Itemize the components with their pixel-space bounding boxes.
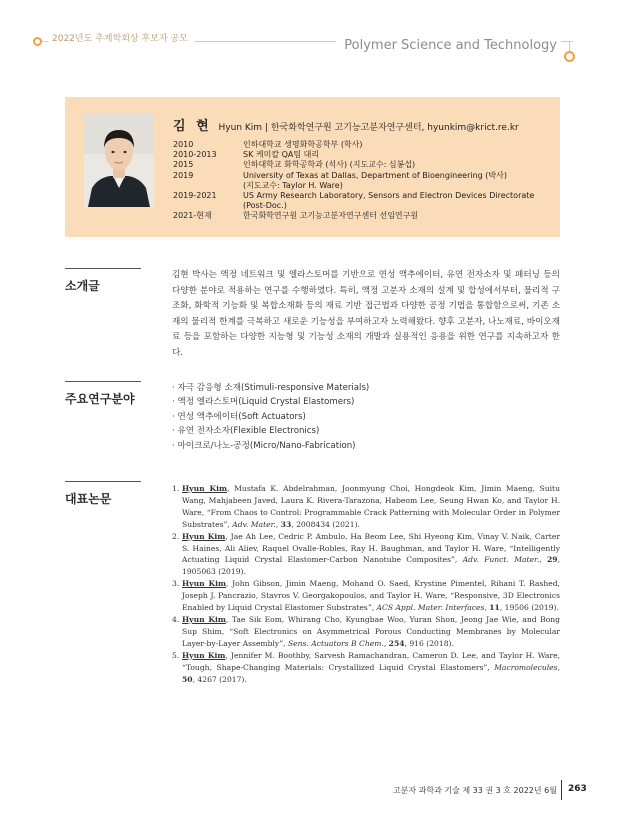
section-title-research: 주요연구분야 xyxy=(65,392,135,406)
cv-year: 2010-2013 xyxy=(173,150,217,160)
publication-number: 2. xyxy=(172,531,180,541)
section-title-intro: 소개글 xyxy=(65,279,100,293)
cv-row xyxy=(173,140,553,150)
cv-year: 2015 xyxy=(173,160,194,170)
list-item: · 유연 전자소자(Flexible Electronics) xyxy=(172,426,320,437)
research-list xyxy=(172,381,369,453)
publication-journal: ACS Appl. Mater. Interfaces xyxy=(376,603,485,613)
affiliation-email: 한국화학연구원 고기능고분자연구센터, hyunkim@krict.re.kr xyxy=(270,123,519,133)
cv-text: SK 케미칼 QA팀 대리 xyxy=(243,150,320,160)
page-number: 263 xyxy=(568,784,587,794)
header-rule-drop xyxy=(569,41,570,51)
cv-row xyxy=(173,160,553,170)
publication-author-highlight: Hyun Kim xyxy=(182,614,226,624)
section-rule xyxy=(65,268,141,269)
publication-comma: , xyxy=(484,603,490,613)
publication-comma: , xyxy=(539,555,547,565)
header-section-label: 2022년도 추계학회상 후보자 공모 xyxy=(48,31,194,44)
header-circle-icon xyxy=(33,37,42,46)
publication-number: 5. xyxy=(172,650,180,660)
publication-pages: , 19506 (2019). xyxy=(499,603,559,613)
publication-journal: Adv. Mater. xyxy=(232,519,276,529)
publication-item xyxy=(172,531,560,579)
name-separator: | xyxy=(264,123,268,133)
cv-row xyxy=(173,171,553,181)
cv-text: US Army Research Laboratory, Sensors and Electron Devices Directorate (Post-Doc.) xyxy=(243,191,535,211)
list-item: · 자극 감응형 소재(Stimuli-responsive Materials) xyxy=(172,383,370,393)
list-item: · 마이크로/나노-공정(Micro/Nano-Fabrication) xyxy=(172,440,356,451)
intro-paragraph: 김현 박사는 액정 네트워크 및 엘라스토머를 기반으로 연성 액추에이터, 유연 전자소자 및 패터닝 등의 다양한 분야로 적용하는 연구를 수행하였다. 특히, 액정 고분자 소재의 설계 및 합성에서부터, 물리적 구조화, 화학적 기능화 및 복합소재화 등의 재료 기반 접근법과 다양한 공정 기법을 통합함으로써, 기존 소재의 물리적 한계를 극복하고 새로운 기능성을 부여하고자 노력해왔다. 향후 고분자, 나노재료, 바이오재료 등을 포함하는 다양한 지능형 및 기능성 소재의 개발과 실용적인 응용을 위한 연구를 지속하고자 한다. xyxy=(172,270,560,358)
publication-journal: Adv. Funct. Mater. xyxy=(462,555,540,565)
footer-journal-info: 고분자 과학과 기술 제 33 권 3 호 2022년 6월 xyxy=(392,786,557,795)
publication-citation: , John Gibson, Jimin Maeng, Mohand O. Saed, Krystine Pimentel, Rihani T. Rashed, Joseph J. Pancrazio, Stavros V. Georgakopoulos, and Taylor H. Ware, “Responsive, 3D Electronics Enabled by Liquid Crystal Elastomer Substrates”, xyxy=(182,579,560,613)
cv-row xyxy=(173,191,553,211)
list-item: · 연성 액추에이터(Soft Actuators) xyxy=(172,411,306,422)
footer-divider xyxy=(561,780,562,800)
publication-author-highlight: Hyun Kim xyxy=(182,579,227,589)
cv-row xyxy=(173,181,553,191)
cv-text: University of Texas at Dallas, Department of Bioengineering (박사) xyxy=(243,170,507,180)
publication-citation: , Jae Ah Lee, Cedric P. Ambulo, Ha Beom Lee, Shi Hyeong Kim, Vinay V. Naik, Carter S. Haines, Ali Aliev, Raquel Ovalle-Robles, Ray H. Baughman, and Taylor H. Ware, “Intelligently Actuating Liquid Crystal Elastomer-Carbon Nanotube Composites”, xyxy=(182,531,560,565)
cv-year: 2021-현재 xyxy=(173,211,212,221)
publication-pages: , 916 (2018). xyxy=(404,638,454,648)
publication-pages: , 4267 (2017). xyxy=(192,674,247,684)
publication-number: 3. xyxy=(172,579,180,589)
publication-pages: , 1905063 (2019). xyxy=(182,555,560,577)
cv-text: (지도교수: Taylor H. Ware) xyxy=(243,180,343,190)
publication-author-highlight: Hyun Kim xyxy=(182,484,228,493)
publication-citation: , Jennifer M. Boothby, Sarvesh Ramachandran, Cameron D. Lee, and Taylor H. Ware, “Tough, Shape-Changing Materials: Crystallized Liquid Crystal Elastomers”, xyxy=(182,650,560,672)
publication-citation: , Mustafa K. Abdelrahman, Joonmyung Choi, Hongdeok Kim, Jimin Maeng, Suitu Wang, Mahjabeen Javed, Laura K. Rivera-Tarazona, Habeom Lee, Seung Hwan Ko, and Taylor H. Ware, “From Chaos to Control: Programmable Crack Patterning with Molecular Order in Polymer Substrates”, xyxy=(182,484,560,529)
publication-journal: Macromolecules xyxy=(494,662,558,672)
cv-text: 인하대학교 화학공학과 (석사) (지도교수: 심봉섭) xyxy=(243,160,416,170)
cv-year: 2010 xyxy=(173,140,194,149)
name-line xyxy=(173,115,519,134)
name-english: Hyun Kim xyxy=(218,123,263,133)
profile-box xyxy=(65,97,560,237)
publication-comma: , xyxy=(275,519,281,529)
section-title-publications: 대표논문 xyxy=(65,492,112,506)
cv-row xyxy=(173,211,553,221)
cv-year: 2019 xyxy=(173,170,194,180)
publication-author-highlight: Hyun Kim xyxy=(182,531,226,541)
section-rule xyxy=(65,481,141,482)
portrait-photo xyxy=(84,114,154,207)
publication-volume: 29 xyxy=(547,555,558,565)
publication-number: 4. xyxy=(172,614,180,624)
portrait-icon xyxy=(84,114,154,207)
publication-volume: 254 xyxy=(388,638,405,648)
publication-item xyxy=(172,614,560,650)
section-rule xyxy=(65,381,141,382)
publication-volume: 11 xyxy=(489,603,500,613)
list-item: · 액정 엘라스토머(Liquid Crystal Elastomers) xyxy=(172,397,355,408)
publication-comma: , xyxy=(383,638,389,648)
publication-item xyxy=(172,650,560,686)
header-circle-icon xyxy=(564,51,575,62)
publication-author-highlight: Hyun Kim xyxy=(182,650,226,660)
cv-text: 한국화학연구원 고기능고분자연구센터 선임연구원 xyxy=(243,211,419,221)
cv-list xyxy=(173,140,553,222)
cv-text: 인하대학교 생명화학공학부 (학사) xyxy=(243,140,363,149)
publication-number: 1. xyxy=(172,484,180,493)
name-korean: 김 현 xyxy=(173,119,212,134)
publication-item xyxy=(172,578,560,614)
publication-citation: , Tae Sik Eom, Whirang Cho, Kyungbae Woo, Yuran Shon, Jeong Jae Wie, and Bong Sup Shim, “Soft Electronics on Asymmetrical Porous Conducting Membranes by Molecular Layer-by-Layer Assembly”, xyxy=(182,614,560,648)
publication-item xyxy=(172,483,560,531)
publication-volume: 33 xyxy=(280,519,292,529)
publication-journal: Sens. Actuators B Chem. xyxy=(287,638,384,648)
cv-year: 2019-2021 xyxy=(173,191,217,201)
publication-comma: , xyxy=(557,662,560,672)
header-journal-title: Polymer Science and Technology xyxy=(336,38,561,53)
publication-list xyxy=(172,483,560,685)
publication-pages: , 2008434 (2021). xyxy=(291,519,360,529)
cv-year xyxy=(173,181,243,191)
publication-volume: 50 xyxy=(182,674,193,684)
cv-row xyxy=(173,150,553,160)
